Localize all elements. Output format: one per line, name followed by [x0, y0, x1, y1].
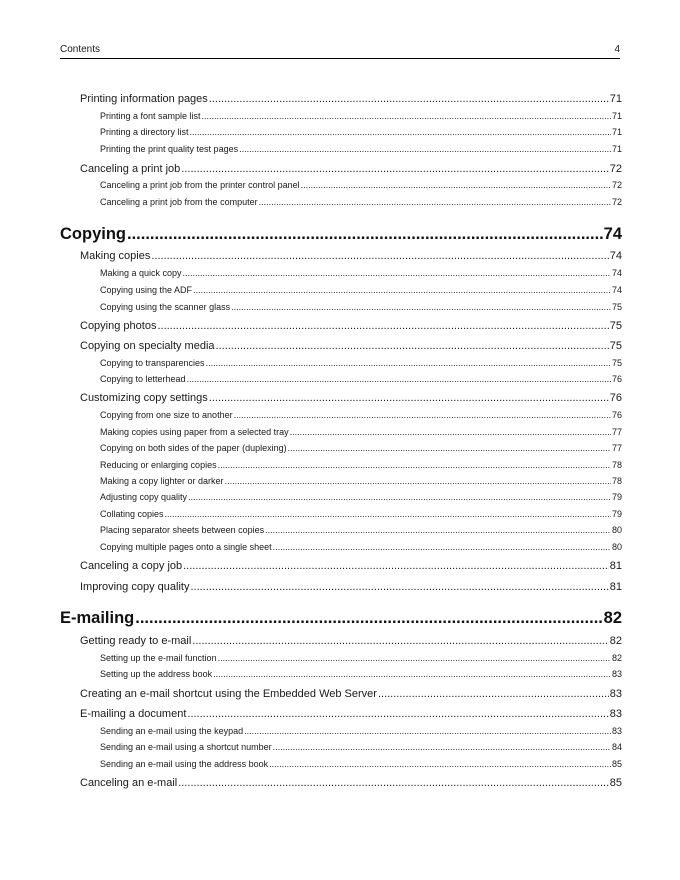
toc-entry-title: Canceling a print job from the printer control panel: [100, 180, 300, 190]
toc-entry[interactable]: [80, 581, 622, 593]
toc-chapter-entry[interactable]: [60, 609, 622, 628]
leader-dots: [209, 392, 609, 404]
toc-entry[interactable]: [100, 509, 622, 519]
leader-dots: [183, 560, 609, 572]
leader-dots: [157, 320, 608, 332]
toc-entry-page: 71: [611, 111, 622, 121]
toc-entry-title: Copying to transparencies: [100, 358, 205, 368]
leader-dots: [244, 726, 611, 736]
leader-dots: [239, 144, 611, 154]
toc-entry-title: Making a quick copy: [100, 268, 182, 278]
toc-entry-title: Printing a font sample list: [100, 111, 201, 121]
leader-dots: [190, 581, 608, 593]
toc-entry-title: Making a copy lighter or darker: [100, 476, 224, 486]
toc-entry-page: 80: [611, 542, 622, 552]
leader-dots: [202, 111, 611, 121]
leader-dots: [265, 525, 611, 535]
toc-entry[interactable]: [80, 777, 622, 789]
leader-dots: [378, 688, 609, 700]
toc-entry-title: Copying from one size to another: [100, 410, 233, 420]
toc-entry-page: 84: [611, 742, 622, 752]
toc-entry-title: Customizing copy settings: [80, 392, 208, 404]
toc-entry-title: Printing a directory list: [100, 127, 189, 137]
leader-dots: [290, 427, 611, 437]
toc-entry-page: 71: [611, 144, 622, 154]
toc-entry-title: Canceling a print job: [80, 163, 181, 175]
toc-entry[interactable]: [80, 635, 622, 647]
toc-entry-title: Canceling an e-mail: [80, 777, 178, 789]
toc-entry-page: 82: [609, 635, 622, 647]
toc-entry-title: Setting up the address book: [100, 669, 213, 679]
toc-entry-title: Copying on specialty media: [80, 340, 215, 352]
toc-entry-title: Making copies: [80, 250, 151, 262]
toc-entry-title: Canceling a print job from the computer: [100, 197, 258, 207]
toc-entry-page: 75: [611, 302, 622, 312]
toc-entry-page: 79: [611, 509, 622, 519]
toc-entry-title: E-mailing: [60, 609, 135, 627]
toc-entry-title: Printing information pages: [80, 93, 208, 105]
toc-entry[interactable]: [100, 427, 622, 437]
page-number: 4: [614, 44, 620, 55]
toc-entry-page: 85: [611, 759, 622, 769]
toc-entry-page: 74: [603, 225, 622, 243]
toc-entry-title: Making copies using paper from a selected tray: [100, 427, 289, 437]
toc-entry-page: 79: [611, 492, 622, 502]
toc-entry-page: 77: [611, 443, 622, 453]
toc-entry-title: Copying to letterhead: [100, 374, 186, 384]
toc-entry-page: 78: [611, 460, 622, 470]
toc-entry[interactable]: [100, 653, 622, 663]
leader-dots: [225, 476, 611, 486]
toc-entry-page: 78: [611, 476, 622, 486]
toc-entry-page: 75: [611, 358, 622, 368]
toc-entry-title: Getting ready to e-mail: [80, 635, 192, 647]
toc-entry-title: Placing separator sheets between copies: [100, 525, 265, 535]
leader-dots: [193, 285, 611, 295]
toc-entry[interactable]: [100, 268, 622, 278]
leader-dots: [183, 268, 611, 278]
toc-entry-title: Copying using the scanner glass: [100, 302, 231, 312]
toc-entry-page: 74: [611, 268, 622, 278]
toc-entry-page: 82: [603, 609, 622, 627]
toc-chapter-entry[interactable]: [60, 225, 622, 244]
toc-entry[interactable]: [80, 392, 622, 404]
toc-entry[interactable]: [100, 410, 622, 420]
section-title: Contents: [60, 44, 101, 55]
toc-entry[interactable]: [80, 163, 622, 175]
leader-dots: [187, 708, 608, 720]
toc-entry[interactable]: [100, 111, 622, 121]
toc-entry-page: 74: [611, 285, 622, 295]
toc-entry-title: Copying multiple pages onto a single sheet: [100, 542, 272, 552]
toc-entry-title: Canceling a copy job: [80, 560, 183, 572]
leader-dots: [181, 163, 608, 175]
toc-entry[interactable]: [100, 127, 622, 137]
toc-entry[interactable]: [100, 492, 622, 502]
leader-dots: [218, 653, 611, 663]
leader-dots: [187, 374, 611, 384]
toc-entry[interactable]: [100, 374, 622, 384]
leader-dots: [213, 669, 611, 679]
toc-entry-title: Setting up the e-mail function: [100, 653, 217, 663]
toc-entry-page: 81: [609, 581, 622, 593]
toc-entry-page: 81: [609, 560, 622, 572]
toc-entry-page: 76: [611, 410, 622, 420]
toc-entry-page: 72: [611, 197, 622, 207]
toc-entry-page: 75: [609, 320, 622, 332]
toc-entry[interactable]: [80, 340, 622, 352]
leader-dots: [288, 443, 611, 453]
toc-entry-title: Adjusting copy quality: [100, 492, 188, 502]
toc-entry[interactable]: [100, 358, 622, 368]
toc-entry-page: 82: [611, 653, 622, 663]
leader-dots: [206, 358, 611, 368]
leader-dots: [273, 542, 611, 552]
toc-entry[interactable]: [100, 742, 622, 752]
leader-dots: [269, 759, 611, 769]
toc-entry[interactable]: [100, 542, 622, 552]
toc-entry[interactable]: [80, 688, 622, 700]
toc-entry-title: Improving copy quality: [80, 581, 190, 593]
toc-entry-page: 80: [611, 525, 622, 535]
toc-entry[interactable]: [80, 250, 622, 262]
toc-entry-page: 77: [611, 427, 622, 437]
toc-entry-page: 71: [611, 127, 622, 137]
toc-entry-title: Sending an e-mail using the keypad: [100, 726, 244, 736]
toc-entry-title: Copying on both sides of the paper (duplexing): [100, 443, 287, 453]
toc-entry-page: 76: [609, 392, 622, 404]
leader-dots: [190, 127, 611, 137]
toc-entry[interactable]: [80, 708, 622, 720]
toc-entry-title: Sending an e-mail using the address book: [100, 759, 269, 769]
leader-dots: [151, 250, 608, 262]
toc-entry-page: 83: [609, 708, 622, 720]
toc-entry-page: 83: [611, 669, 622, 679]
leader-dots: [273, 742, 611, 752]
toc-entry[interactable]: [100, 759, 622, 769]
leader-dots: [209, 93, 609, 105]
toc-entry-title: Sending an e-mail using a shortcut number: [100, 742, 272, 752]
leader-dots: [216, 340, 609, 352]
leader-dots: [259, 197, 611, 207]
toc-entry-title: Creating an e-mail shortcut using the Embedded Web Server: [80, 688, 377, 700]
toc-entry[interactable]: [100, 197, 622, 207]
toc-entry-page: 76: [611, 374, 622, 384]
leader-dots: [192, 635, 608, 647]
toc-entry[interactable]: [100, 476, 622, 486]
toc-entry-title: Printing the print quality test pages: [100, 144, 239, 154]
toc-entry[interactable]: [100, 302, 622, 312]
leader-dots: [231, 302, 611, 312]
toc-entry-title: Reducing or enlarging copies: [100, 460, 217, 470]
leader-dots: [135, 609, 602, 628]
leader-dots: [188, 492, 611, 502]
toc-entry-page: 71: [609, 93, 622, 105]
toc-entry[interactable]: [100, 180, 622, 190]
toc-entry[interactable]: [100, 144, 622, 154]
leader-dots: [234, 410, 611, 420]
toc-entry-page: 72: [611, 180, 622, 190]
toc-entry-title: Collating copies: [100, 509, 164, 519]
toc-entry[interactable]: [80, 560, 622, 572]
toc-entry[interactable]: [100, 460, 622, 470]
leader-dots: [218, 460, 611, 470]
leader-dots: [178, 777, 609, 789]
leader-dots: [165, 509, 611, 519]
toc-entry-page: 75: [609, 340, 622, 352]
toc-entry-page: 83: [609, 688, 622, 700]
toc-entry[interactable]: [100, 525, 622, 535]
page-header: [60, 44, 620, 59]
leader-dots: [127, 225, 603, 244]
toc-entry-title: Copying: [60, 225, 126, 243]
toc-entry-title: E-mailing a document: [80, 708, 187, 720]
toc-entry[interactable]: [100, 726, 622, 736]
toc-entry-title: Copying using the ADF: [100, 285, 193, 295]
toc-entry-page: 85: [609, 777, 622, 789]
toc-entry[interactable]: [100, 669, 622, 679]
toc-entry[interactable]: [80, 320, 622, 332]
toc-entry[interactable]: [100, 285, 622, 295]
toc-entry-title: Copying photos: [80, 320, 157, 332]
leader-dots: [301, 180, 611, 190]
toc-entry[interactable]: [100, 443, 622, 453]
toc-entry[interactable]: [80, 93, 622, 105]
toc-entry-page: 83: [611, 726, 622, 736]
toc-entry-page: 74: [609, 250, 622, 262]
toc-entry-page: 72: [609, 163, 622, 175]
